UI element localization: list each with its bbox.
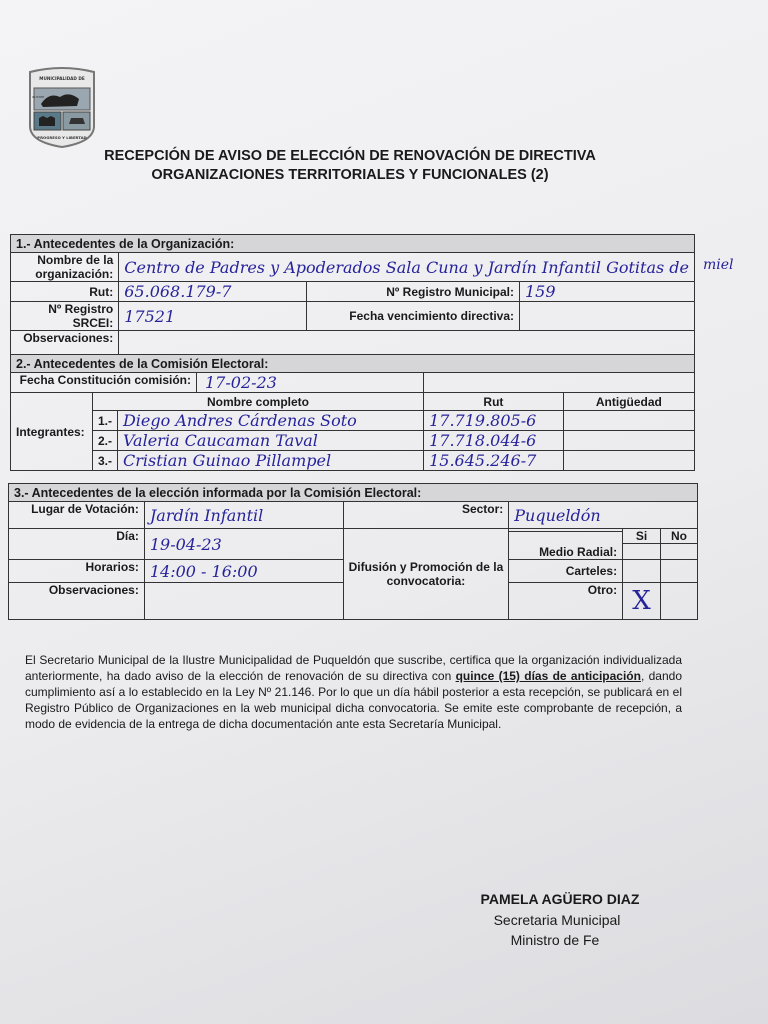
document-title-line1: RECEPCIÓN DE AVISO DE ELECCIÓN DE RENOVACIÓN DE DIRECTIVA [104,148,596,164]
srcei-label: Nº Registro SRCEI: [11,302,119,331]
dia-value[interactable]: 19-04-23 [149,534,222,554]
col-antiguedad-header: Antigüedad [563,393,694,411]
otro-no[interactable] [661,583,698,620]
member-antiguedad[interactable] [563,411,694,431]
rut-value[interactable]: 65.068.179-7 [124,282,232,301]
member-rut[interactable]: 17.719.805-6 [429,411,537,430]
org-name-value[interactable]: Centro de Padres y Apoderados Sala Cuna y Jardín Infantil Gotitas de [124,257,689,277]
logo-top-text: MUNICIPALIDAD DE [39,76,85,81]
horarios-label: Horarios: [9,560,145,583]
logo-bottom-text: PROGRESO Y LIBERTAD [37,135,87,140]
sector-label: Sector: [343,502,509,529]
signatory-role2: Ministro de Fe [510,932,600,948]
otro-label: Otro: [509,583,623,620]
vencimiento-label: Fecha vencimiento directiva: [306,302,519,331]
paragraph-emphasis: quince (15) días de anticipación [455,669,641,683]
member-rut[interactable]: 15.645.246-7 [429,451,537,470]
section3-table [8,483,698,620]
section3-obs-label: Observaciones: [9,583,145,620]
signatory-role: Secretaria Municipal [493,912,621,928]
org-name-label: Nombre de la organización: [11,253,119,282]
paragraph-text: El Secretario Municipal de la Ilustre Municipalidad de Puqueldón que suscribe, certifica que la organización individualizada anteriormente, ha dado aviso de la elección de renovación de su directiva con [25,653,682,683]
lugar-value[interactable]: Jardín Infantil [149,505,264,525]
col-rut-header: Rut [424,393,564,411]
member-rut[interactable]: 17.718.044-6 [429,431,537,450]
document-title-line2: ORGANIZACIONES TERRITORIALES Y FUNCIONALES (2) [151,167,549,183]
srcei-value[interactable]: 17521 [124,306,176,326]
member-num: 3.- [92,451,117,471]
municipal-logo [27,66,97,148]
section1-table [10,234,695,362]
sector-value[interactable]: Puqueldón [514,505,601,525]
section2-header: 2.- Antecedentes de la Comisión Electoral: [11,355,695,373]
section3-header: 3.- Antecedentes de la elección informada por la Comisión Electoral: [9,484,698,502]
radial-label: Medio Radial: [539,545,618,559]
reg-municipal-value[interactable]: 159 [525,282,556,301]
member-antiguedad[interactable] [563,431,694,451]
member-name[interactable]: Cristian Guinao Pillampel [122,451,332,470]
section1-obs-label: Observaciones: [11,331,119,362]
member-num: 1.- [92,411,117,431]
vencimiento-value[interactable] [520,302,695,331]
section3-obs-value[interactable] [144,583,343,620]
lugar-label: Lugar de Votación: [9,502,145,529]
logo-side-text: ILUSTRE [32,95,45,99]
carteles-si[interactable] [623,560,661,583]
paragraph-text-cont: , dando cumplimiento así a lo establecido en la Ley Nº 21.146. Por lo que un día hábil posterior a esta recepción, se publicará en el Registro Público de Organizaciones en la web municipal dicha convocatoria. Se emite este comprobante de recepción, a modo de evidencia de la entrega de dicha documentación ante esta Secretaría Municipal. [25,669,682,731]
member-antiguedad[interactable] [563,451,694,471]
member-num: 2.- [92,431,117,451]
carteles-label: Carteles: [509,560,623,583]
integrantes-label: Integrantes: [11,393,93,471]
difusion-label: Difusión y Promoción de la convocatoria: [343,529,509,620]
dia-label: Día: [9,529,145,560]
reg-municipal-label: Nº Registro Municipal: [306,282,519,302]
otro-si-mark[interactable]: X [632,586,651,616]
org-name-value-cont: miel [703,257,734,273]
rut-label: Rut: [11,282,119,302]
section2-table [10,354,695,471]
si-header: Si [623,529,660,544]
fecha-constitucion-label: Fecha Constitución comisión: [11,373,197,392]
col-nombre-header: Nombre completo [92,393,423,411]
carteles-no[interactable] [661,560,698,583]
section1-header: 1.- Antecedentes de la Organización: [11,235,695,253]
no-header: No [661,529,697,544]
fecha-constitucion-value[interactable]: 17-02-23 [205,373,277,392]
member-name[interactable]: Valeria Caucaman Taval [122,431,318,450]
member-name[interactable]: Diego Andres Cárdenas Soto [122,411,357,430]
signatory-name: PAMELA AGÜERO DIAZ [480,891,640,907]
horarios-value[interactable]: 14:00 - 16:00 [149,561,258,581]
certification-paragraph [25,652,682,732]
